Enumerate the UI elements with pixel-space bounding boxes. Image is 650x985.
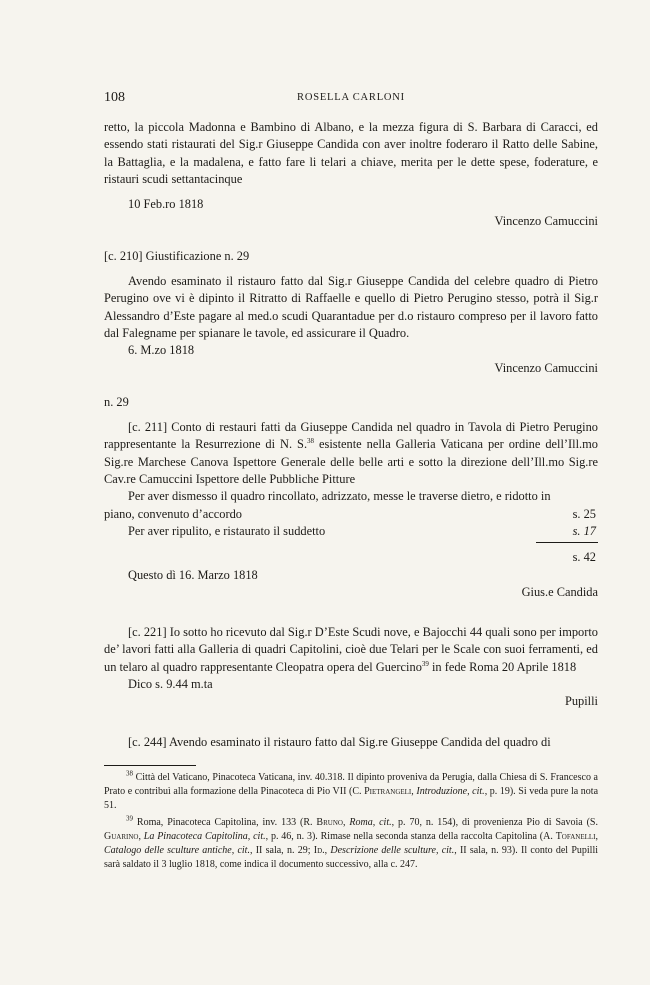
entry5-paragraph: [c. 244] Avendo esaminato il ristauro fatto dal Sig.re Giuseppe Candida del quadro di bbox=[128, 734, 551, 749]
entry2-signature: Vincenzo Camuccini bbox=[494, 360, 598, 375]
footnote-ref-38: 38 bbox=[307, 437, 315, 446]
account-item-2-label: Per aver ripulito, e ristaurato il suddetto bbox=[128, 523, 326, 538]
account-item-1-label: Per aver dismesso il quadro rincollato, adrizzato, messe le traverse dietro, e ridotto in piano, convenuto d’accordo bbox=[104, 489, 551, 521]
entry1-paragraph: retto, la piccola Madonna e Bambino di Albano, e la mezza figura di S. Barbara di Caracci, ed essendo stati ristaurati del Sig.r Giuseppe Candida con aver inoltre foderaro il Ratto delle Sabine, la Battaglia, e la madalena, e fatto fare li telari a chiave, merita per le dette spese, foderature, e ristauri scudi settantacinque bbox=[104, 120, 598, 186]
account-item-2 bbox=[104, 523, 598, 540]
account-item-2-amount: s. 17 bbox=[572, 523, 596, 538]
page-number: 108 bbox=[104, 90, 125, 105]
footnote-rule bbox=[104, 765, 196, 766]
account-total: s. 42 bbox=[572, 550, 596, 565]
entry2-date: 6. M.zo 1818 bbox=[128, 343, 195, 358]
footnote-39: $^{39}$ Roma, Pinacoteca Capitolina, inv. 133 (R. Bruno, Roma, cit., p. 70, n. 154), di provenienza Pio di Savoia (S. Guarino, La Pinacoteca Capitolina, cit., p. 46, n. 3). Rimase nella seconda stanza della raccolta Capitolina (A. Tofanelli, Catalogo delle sculture antiche, cit., II sala, n. 29; Id., Descrizione delle sculture, cit., II sala, n. 93). Il conto del Pupilli sarà saldato il 3 luglio 1818, come indica il documento successivo, alla c. 247. bbox=[104, 814, 599, 871]
entry2-heading: [c. 210] Giustificazione n. 29 bbox=[104, 248, 250, 263]
entry4-text-a: [c. 221] Io sotto ho ricevuto dal Sig.r D’Este Scudi nove, e Bajocchi 44 quali sono per importo de’ lavori fatti alla Galleria di quadri Capitolini, cioè due Telari per le Scale con suoi ferramenti, ed un telaro al quadro rappresentante Cleopatra opera del Guercino bbox=[104, 625, 598, 674]
entry3-signature: Gius.e Candida bbox=[521, 584, 598, 599]
entry4-dico: Dico s. 9.44 m.ta bbox=[128, 677, 213, 692]
account-item-1-amount: s. 25 bbox=[572, 506, 596, 521]
entry2-paragraph: Avendo esaminato il ristauro fatto dal Sig.r Giuseppe Candida del celebre quadro di Pietro Perugino ove vi è dipinto il Ritratto di Raffaelle e quello di Pietro Perugino stesso, potrà il Sig.r Alessandro d’Este pagare al med.o scudi Quarantadue per d.o ristauro compreso per il lavoro fatto dal Falegname per spianare le tavole, ed assicurare il Quadro. bbox=[104, 274, 598, 340]
footnotes bbox=[104, 765, 598, 874]
entry3-paragraph bbox=[104, 419, 598, 488]
account-item-1 bbox=[104, 488, 598, 523]
footnote-38: $^{38}$ Città del Vaticano, Pinacoteca Vaticana, inv. 40.318. Il dipinto proveniva da Perugia, dalla Chiesa di S. Francesco a Prato e contribuì alla formazione della Pinacoteca di Pio VII (C. Pietrangeli, Introduzione, cit., p. 19). Si veda pure la nota 51. bbox=[104, 769, 599, 812]
footnote-ref-39: 39 bbox=[421, 659, 429, 668]
entry3-heading: n. 29 bbox=[104, 394, 129, 409]
page-header bbox=[104, 90, 598, 106]
running-head: ROSELLA CARLONI bbox=[297, 92, 405, 103]
entry3-text-a: [c. 211] Conto di restauri fatti da Giuseppe Candida nel quadro in Tavola di Pietro Perugino rappresentante la Resurrezione di N. S. bbox=[104, 420, 598, 452]
entry3-text-b: esistente nella Galleria Vaticana per ordine dell’Ill.mo Sig.re Marchese Canova Ispettore Generale delle belle arti e sotto la direzione dell’Ill.mo Sig.re Cav.re Camuccini Ispettore delle Pubbliche Pitture bbox=[104, 437, 598, 487]
entry4-text-b: in fede Roma 20 Aprile 1818 bbox=[428, 659, 577, 674]
entry1-date: 10 Feb.ro 1818 bbox=[128, 197, 204, 212]
total-rule bbox=[536, 542, 598, 549]
entry4-paragraph bbox=[104, 624, 598, 676]
entry4-signature: Pupilli bbox=[564, 694, 598, 709]
main-text bbox=[104, 119, 598, 751]
entry1-signature: Vincenzo Camuccini bbox=[494, 214, 598, 229]
entry3-date: Questo dì 16. Marzo 1818 bbox=[128, 567, 258, 582]
